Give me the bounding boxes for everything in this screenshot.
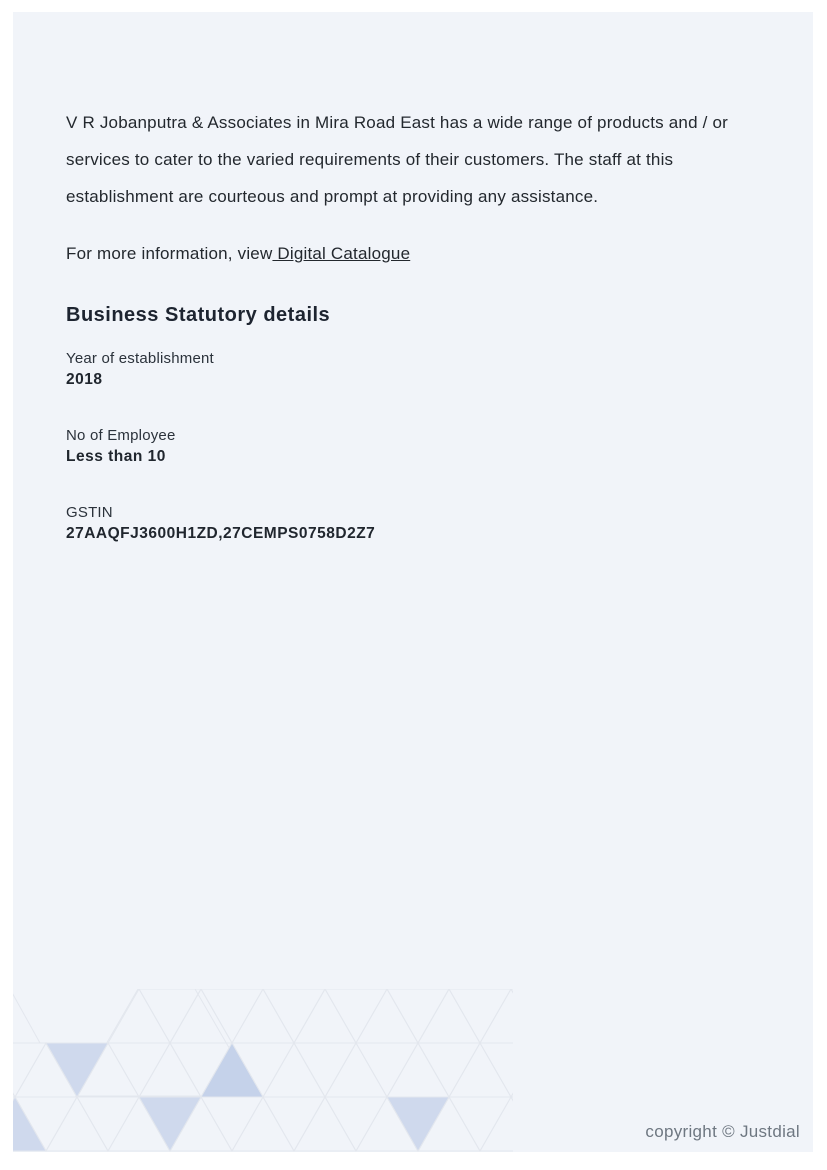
stat-value: 2018 (66, 371, 103, 388)
page-card (13, 12, 813, 1152)
description-line: establishment are courteous and prompt at providing any assistance. (66, 187, 599, 206)
catalogue-info-line (66, 235, 753, 272)
business-description (66, 104, 753, 215)
description-line: V R Jobanputra & Associates in Mira Road East has a wide range of products and / or (66, 113, 729, 132)
stat-item-gstin (66, 502, 753, 545)
description-line: services to cater to the varied requirements of their customers. The staff at this (66, 150, 674, 169)
stat-label: No of Employee (66, 427, 176, 444)
statutory-details-heading: Business Statutory details (66, 304, 331, 326)
stat-label: GSTIN (66, 504, 113, 521)
digital-catalogue-link[interactable]: Digital Catalogue (272, 244, 411, 263)
stat-label: Year of establishment (66, 350, 214, 367)
copyright-text: copyright © Justdial (645, 1122, 800, 1141)
stat-value: Less than 10 (66, 448, 166, 465)
stat-item-no-of-employee (66, 425, 753, 468)
triangle-pattern-decoration (13, 989, 513, 1152)
stat-value: 27AAQFJ3600H1ZD,27CEMPS0758D2Z7 (66, 525, 376, 542)
page-content (13, 12, 813, 545)
catalogue-info-prefix: For more information, view (66, 244, 273, 263)
stat-item-year-of-establishment (66, 348, 753, 391)
